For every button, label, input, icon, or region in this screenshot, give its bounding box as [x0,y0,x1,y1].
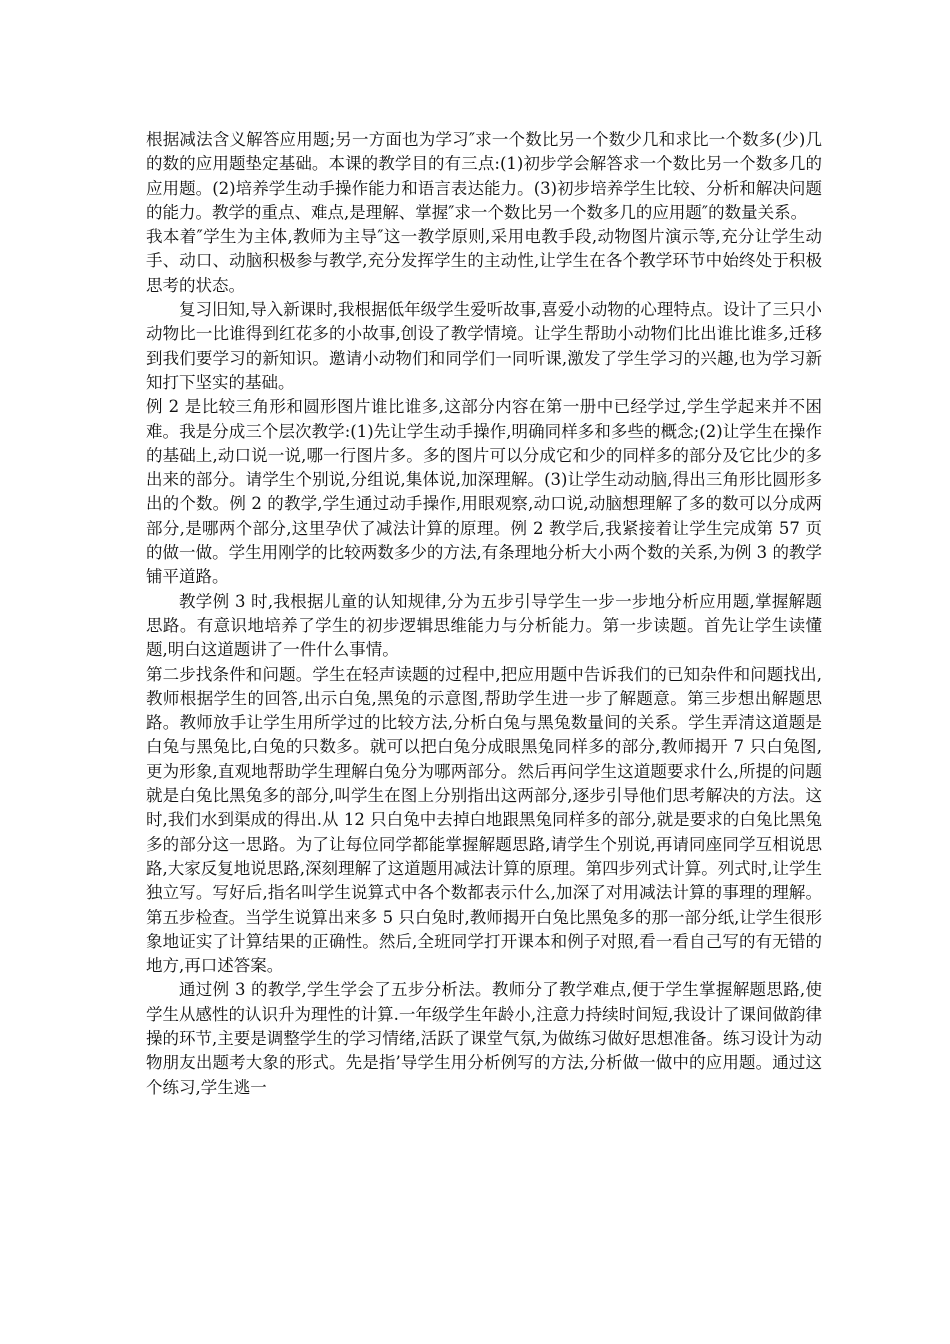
paragraph-3: 复习旧知,导入新课时,我根据低年级学生爱听故事,喜爱小动物的心理特点。设计了三只小动物比一比谁得到红花多的小故事,创设了教学情境。让学生帮助小动物们比出谁比谁多,迁移到我们要学习的新知识。邀请小动物们和同学们一同听课,激发了学生学习的兴趣,也为学习新知打下坚实的基础。 [146,300,822,392]
paragraph-5: 教学例 3 时,我根据儿童的认知规律,分为五步引导学生一步一步地分析应用题,掌握解题思路。有意识地培养了学生的初步逻辑思维能力与分析能力。第一步读题。首先让学生读懂题,明白这道题讲了一件什么事情。 [146,591,822,660]
paragraph-4: 例 2 是比较三角形和圆形图片谁比谁多,这部分内容在第一册中已经学过,学生学起来并不困难。我是分成三个层次教学:(1)先让学生动手操作,明确同样多和多些的概念;(2)让学生在操作的基础上,动口说一说,哪一行图片多。多的图片可以分成它和少的同样多的部分及它比少的多出来的部分。请学生个别说,分组说,集体说,加深理解。(3)让学生动动脑,得出三角形比圆形多出的个数。例 2 的教学,学生通过动手操作,用眼观察,动口说,动脑想理解了多的数可以分成两部分,是哪两个部分,这里孕伏了减法计算的原理。例 2 教学后,我紧接着让学生完成第 57 页的做一做。学生用刚学的比较两数多少的方法,有条理地分析大小两个数的关系,为例 3 的教学铺平道路。 [146,397,822,587]
paragraph-2: 我本着″学生为主体,教师为主导″这一教学原则,采用电教手段,动物图片演示等,充分让学生动手、动口、动脑积极参与教学,充分发挥学生的主动性,让学生在各个教学环节中始终处于积极思考的状态。 [146,227,822,295]
paragraph-1: 根据减法含义解答应用题;另一方面也为学习″求一个数比另一个数少几和求比一个数多(少)几的数的应用题垫定基础。本课的教学目的有三点:(1)初步学会解答求一个数比另一个数多几的应用题。(2)培养学生动手操作能力和语言表达能力。(3)初步培养学生比较、分析和解决问题的能力。教学的重点、难点,是理解、掌握″求一个数比另一个数多几的应用题″的数量关系。 [146,130,822,222]
paragraph-6: 第二步找条件和问题。学生在轻声读题的过程中,把应用题中告诉我们的已知杂件和问题找出,教师根据学生的回答,出示白兔,黑兔的示意图,帮助学生进一步了解题意。第三步想出解题思路。教师放手让学生用所学过的比较方法,分析白兔与黑兔数量间的关系。学生弄清这道题是白兔与黑兔比,白兔的只数多。就可以把白兔分成眼黑兔同样多的部分,教师揭开 7 只白兔图,更为形象,直观地帮助学生理解白兔分为哪两部分。然后再问学生这道题要求什么,所提的问题就是白兔比黑兔多的部分,叫学生在图上分别指出这两部分,逐步引导他们思考解决的方法。这时,我们水到渠成的得出.从 12 只白兔中去掉白地跟黑兔同样多的部分,就是要求的白兔比黑兔多的部分这一思路。为了让每位同学都能掌握解题思路,请学生个别说,再请同座同学互相说思路,大家反复地说思路,深刻理解了这道题用减法计算的原理。第四步列式计算。列式时,让学生独立写。写好后,指名叫学生说算式中各个数都表示什么,加深了对用减法计算的事理的理解。第五步检查。当学生说算出来多 5 只白兔时,教师揭开白兔比黑兔多的那一部分纸,让学生很形象地证实了计算结果的正确性。然后,全班同学打开课本和例子对照,看一看自己写的有无错的地方,再口述答案。 [146,664,822,976]
document-body [146,128,822,1100]
paragraph-7: 通过例 3 的教学,学生学会了五步分析法。教师分了教学难点,便于学生掌握解题思路,使学生从感性的认识升为理性的计算.一年级学生年龄小,注意力持续时间短,我设计了课间做韵律操的环节,主要是调整学生的学习情绪,活跃了课堂气氛,为做练习做好思想准备。练习设计为动物朋友出题考大象的形式。先是指’导学生用分析例写的方法,分析做一做中的应用题。通过这个练习,学生逃一 [146,980,822,1097]
